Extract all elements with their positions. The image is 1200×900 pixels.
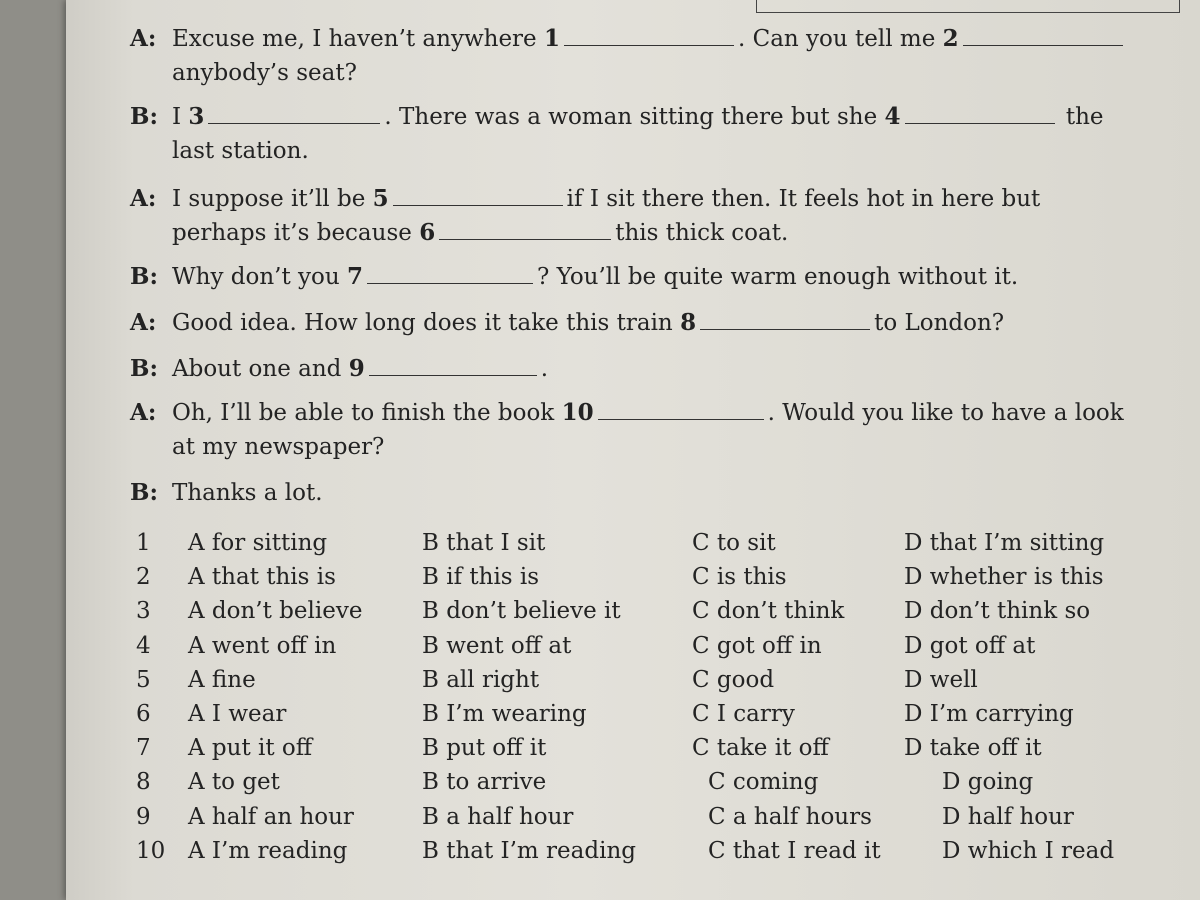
option-d[interactable]: D I’m carrying	[904, 700, 1074, 727]
option-b[interactable]: B to arrive	[422, 769, 547, 796]
dialogue-line-8	[130, 476, 1130, 510]
option-d[interactable]: D take off it	[904, 735, 1042, 762]
question-number: 1	[136, 530, 151, 556]
dialogue-text: to London?	[874, 310, 1005, 336]
dialogue-line-7	[130, 396, 1130, 464]
option-c[interactable]: C good	[692, 666, 775, 693]
answer-blank[interactable]	[905, 105, 1055, 124]
option-row-2	[136, 562, 1136, 596]
dialogue-text: if I sit there then. It feels hot in here but perhaps it’s because	[172, 186, 1041, 246]
speaker-label: A:	[130, 309, 157, 336]
speaker-label: A:	[130, 185, 157, 212]
dialogue-text: I	[172, 104, 189, 130]
option-a[interactable]: A don’t believe	[188, 598, 363, 625]
speaker-label: B:	[130, 355, 158, 382]
gap-number: 4	[884, 103, 901, 130]
option-c[interactable]: C a half hours	[708, 803, 872, 830]
answer-blank[interactable]	[700, 311, 870, 330]
gap-number: 3	[188, 103, 205, 130]
option-row-7	[136, 733, 1136, 767]
answer-blank[interactable]	[393, 187, 563, 206]
dialogue-line-1	[130, 22, 1130, 90]
dialogue-text: ? You’ll be quite warm enough without it.	[537, 264, 1019, 290]
dialogue-line-5	[130, 306, 1130, 340]
option-row-6	[136, 699, 1136, 733]
option-d[interactable]: D don’t think so	[904, 598, 1091, 625]
option-a[interactable]: A went off in	[188, 632, 337, 659]
question-number: 9	[136, 803, 151, 830]
option-a[interactable]: A to get	[188, 769, 280, 796]
dialogue-text: Good idea. How long does it take this train	[172, 310, 681, 336]
dialogue-text: I suppose it’ll be	[172, 186, 373, 212]
option-row-8	[136, 767, 1136, 801]
dialogue-line-3	[130, 182, 1130, 250]
dialogue-text: anybody’s seat?	[172, 60, 357, 86]
option-d[interactable]: D which I read	[942, 837, 1115, 864]
dialogue-text: . Would you like to have a look at my newspaper?	[172, 400, 1124, 460]
option-b[interactable]: B if this is	[422, 564, 540, 591]
answer-blank[interactable]	[439, 221, 611, 240]
gap-number: 10	[561, 399, 594, 426]
option-b[interactable]: B a half hour	[422, 803, 574, 830]
option-b[interactable]: B went off at	[422, 632, 572, 659]
speaker-label: A:	[130, 25, 157, 52]
option-c[interactable]: C that I read it	[708, 837, 881, 864]
dialogue	[130, 22, 1130, 510]
question-number: 3	[136, 598, 151, 625]
speaker-label: B:	[130, 479, 158, 506]
gap-number: 1	[543, 25, 560, 52]
dialogue-text: . There was a woman sitting there but she	[384, 104, 885, 130]
answer-blank[interactable]	[367, 265, 533, 284]
option-d[interactable]: D got off at	[904, 632, 1036, 659]
option-c[interactable]: C is this	[692, 564, 787, 591]
option-b[interactable]: B don’t believe it	[422, 598, 621, 625]
option-a[interactable]: A that this is	[188, 564, 336, 591]
option-row-1	[136, 528, 1136, 562]
question-number: 7	[136, 735, 151, 762]
option-d[interactable]: D going	[942, 769, 1034, 796]
answer-blank[interactable]	[208, 105, 380, 124]
option-row-10	[136, 836, 1136, 870]
option-row-9	[136, 802, 1136, 836]
option-c[interactable]: C got off in	[692, 632, 822, 659]
option-a[interactable]: A for sitting	[188, 530, 328, 556]
dialogue-text: the last station.	[172, 104, 1104, 164]
question-number: 6	[136, 700, 151, 727]
option-a[interactable]: A I wear	[188, 700, 287, 727]
dialogue-line-6	[130, 352, 1130, 386]
dialogue-text: Thanks a lot.	[172, 480, 323, 506]
gap-number: 8	[680, 309, 697, 336]
option-d[interactable]: D whether is this	[904, 564, 1104, 591]
question-number: 2	[136, 564, 151, 591]
gap-number: 9	[348, 355, 365, 382]
dialogue-text: Why don’t you	[172, 264, 347, 290]
answer-options	[136, 528, 1136, 870]
top-box-border	[756, 0, 1180, 13]
answer-blank[interactable]	[598, 401, 764, 420]
dialogue-text: Excuse me, I haven’t anywhere	[172, 26, 544, 52]
option-b[interactable]: B put off it	[422, 735, 547, 762]
option-row-4	[136, 631, 1136, 665]
option-c[interactable]: C coming	[708, 769, 819, 796]
option-b[interactable]: B all right	[422, 666, 540, 693]
question-number: 4	[136, 632, 151, 659]
option-d[interactable]: D that I’m sitting	[904, 530, 1105, 556]
dialogue-text: About one and	[172, 356, 349, 382]
option-a[interactable]: A fine	[188, 666, 256, 693]
question-number: 8	[136, 769, 151, 796]
speaker-label: A:	[130, 399, 157, 426]
option-a[interactable]: A I’m reading	[188, 837, 348, 864]
dialogue-text: . Can you tell me	[738, 26, 943, 52]
question-number: 5	[136, 666, 151, 693]
answer-blank[interactable]	[564, 27, 734, 46]
speaker-label: B:	[130, 263, 158, 290]
option-c[interactable]: C I carry	[692, 700, 795, 727]
option-c[interactable]: C don’t think	[692, 598, 845, 625]
option-b[interactable]: B that I’m reading	[422, 837, 636, 864]
question-number: 10	[136, 837, 166, 864]
option-d[interactable]: D half hour	[942, 803, 1074, 830]
speaker-label: B:	[130, 103, 158, 130]
answer-blank[interactable]	[369, 357, 537, 376]
dialogue-line-2	[130, 100, 1130, 168]
answer-blank[interactable]	[963, 27, 1123, 46]
option-a[interactable]: A put it off	[188, 735, 313, 762]
option-row-5	[136, 665, 1136, 699]
option-b[interactable]: B I’m wearing	[422, 700, 587, 727]
option-c[interactable]: C take it off	[692, 735, 829, 762]
gap-number: 2	[942, 25, 959, 52]
option-b[interactable]: B that I sit	[422, 530, 546, 556]
gap-number: 5	[372, 185, 389, 212]
dialogue-line-4	[130, 260, 1130, 294]
gap-number: 6	[419, 219, 436, 246]
option-d[interactable]: D well	[904, 666, 978, 693]
dialogue-text: this thick coat.	[615, 220, 789, 246]
gap-number: 7	[346, 263, 363, 290]
option-c[interactable]: C to sit	[692, 530, 776, 556]
dialogue-text: Oh, I’ll be able to finish the book	[172, 400, 562, 426]
option-row-3	[136, 596, 1136, 630]
option-a[interactable]: A half an hour	[188, 803, 354, 830]
dialogue-text: .	[540, 356, 549, 382]
